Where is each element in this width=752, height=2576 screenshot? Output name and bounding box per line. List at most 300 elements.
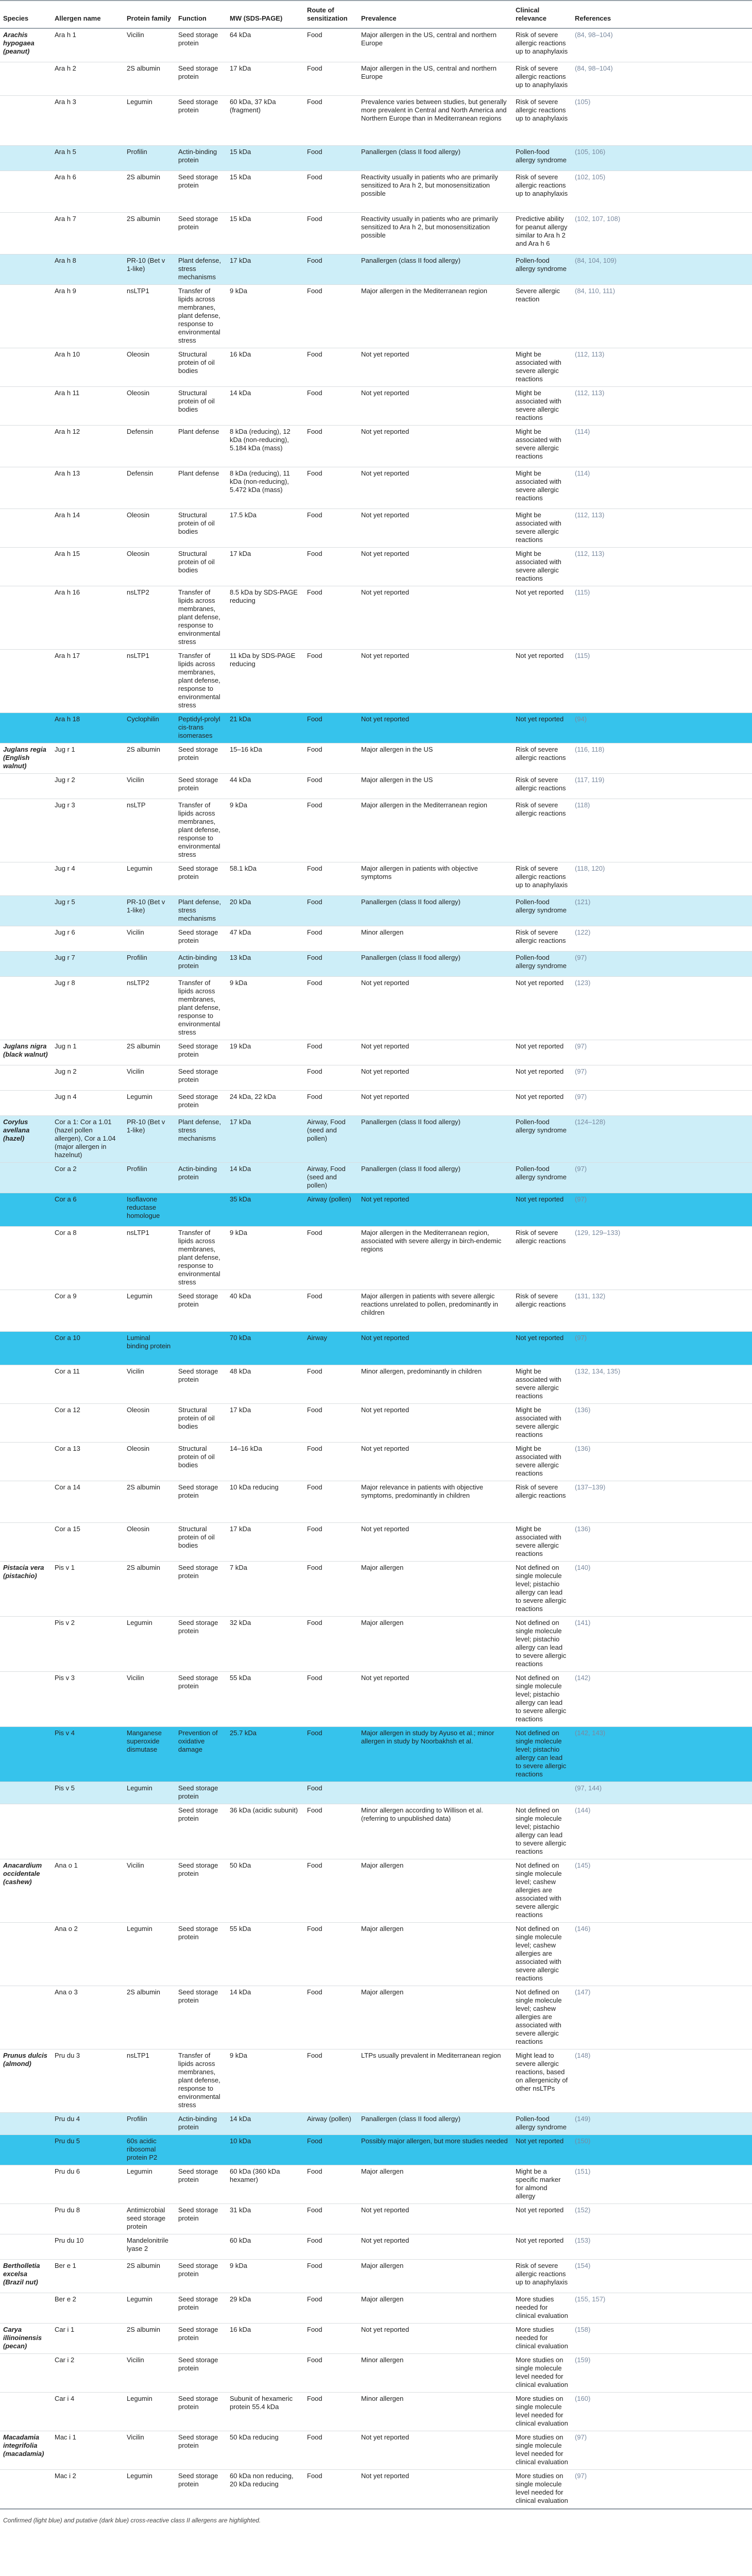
table-row [0, 774, 752, 799]
route-cell: Food [304, 1443, 358, 1481]
function-cell: Seed storage protein [175, 1290, 227, 1332]
references-cell: (144) [572, 1804, 752, 1859]
function-cell [175, 2234, 227, 2260]
allergen-name-cell: Ber e 2 [52, 2293, 124, 2324]
species-cell [0, 774, 52, 799]
clinical-relevance-cell: More studies on single molecule level needed for clinical evaluation [512, 2431, 572, 2470]
route-cell: Food [304, 1727, 358, 1782]
route-cell: Food [304, 1065, 358, 1091]
table-row [0, 255, 752, 285]
species-cell [0, 1290, 52, 1332]
mw-cell: 17 kDa [227, 62, 304, 96]
species-cell: Carya illinoinensis (pecan) [0, 2324, 52, 2354]
route-cell: Food [304, 862, 358, 896]
function-cell: Seed storage protein [175, 2354, 227, 2393]
table-row [0, 348, 752, 387]
protein-family-cell: Profilin [124, 952, 175, 977]
prevalence-cell: Not yet reported [358, 713, 512, 743]
route-cell: Food [304, 1040, 358, 1065]
prevalence-cell: Not yet reported [358, 1523, 512, 1562]
clinical-relevance-cell: Pollen-food allergy syndrome [512, 952, 572, 977]
mw-cell: 60 kDa non reducing, 20 kDa reducing [227, 2470, 304, 2509]
species-cell [0, 1986, 52, 2049]
references-cell: (94) [572, 713, 752, 743]
species-cell [0, 1804, 52, 1859]
clinical-relevance-cell [512, 1782, 572, 1804]
function-cell: Seed storage protein [175, 1617, 227, 1672]
allergen-name-cell: Cor a 14 [52, 1481, 124, 1523]
allergen-name-cell: Ara h 18 [52, 713, 124, 743]
route-cell: Food [304, 926, 358, 952]
references-cell: (136) [572, 1443, 752, 1481]
species-cell [0, 1481, 52, 1523]
allergen-name-cell: Ara h 14 [52, 509, 124, 548]
route-cell: Food [304, 774, 358, 799]
mw-cell: 19 kDa [227, 1040, 304, 1065]
mw-cell: 70 kDa [227, 1332, 304, 1365]
allergen-name-cell: Pru du 4 [52, 2113, 124, 2135]
species-cell [0, 713, 52, 743]
protein-family-cell: Profilin [124, 146, 175, 171]
function-cell: Transfer of lipids across membranes, plant defense, response to environmental stress [175, 977, 227, 1040]
species-cell [0, 1163, 52, 1193]
clinical-relevance-cell: Might be associated with severe allergic reactions [512, 1404, 572, 1443]
route-cell: Food [304, 896, 358, 926]
table-row [0, 2393, 752, 2431]
prevalence-cell: Reactivity usually in patients who are primarily sensitized to Ara h 2, but monosensitization possible [358, 213, 512, 255]
route-cell: Food [304, 1923, 358, 1986]
function-cell: Seed storage protein [175, 1365, 227, 1404]
function-cell: Seed storage protein [175, 1986, 227, 2049]
route-cell: Food [304, 2260, 358, 2293]
mw-cell: 47 kDa [227, 926, 304, 952]
allergen-name-cell: Pis v 2 [52, 1617, 124, 1672]
prevalence-cell: Reactivity usually in patients who are primarily sensitized to Ara h 2, but monosensitization possible [358, 171, 512, 213]
col-header-route: Route of sensitization [304, 1, 358, 28]
col-header-clinical-relevance: Clinical relevance [512, 1, 572, 28]
allergen-name-cell: Ara h 7 [52, 213, 124, 255]
clinical-relevance-cell: Not yet reported [512, 1332, 572, 1365]
allergen-name-cell: Jug r 5 [52, 896, 124, 926]
species-cell [0, 1523, 52, 1562]
allergen-name-cell: Ber e 1 [52, 2260, 124, 2293]
mw-cell: 32 kDa [227, 1617, 304, 1672]
table-row [0, 1404, 752, 1443]
prevalence-cell: Prevalence varies between studies, but generally more prevalent in Central and North America and Northern Europe than in Mediterranean regions [358, 96, 512, 146]
route-cell: Food [304, 586, 358, 650]
clinical-relevance-cell: Not yet reported [512, 650, 572, 713]
references-cell: (146) [572, 1923, 752, 1986]
prevalence-cell: Major allergen [358, 2293, 512, 2324]
allergen-name-cell: Pis v 5 [52, 1782, 124, 1804]
mw-cell: 9 kDa [227, 977, 304, 1040]
protein-family-cell: Defensin [124, 467, 175, 509]
protein-family-cell: nsLTP1 [124, 285, 175, 348]
mw-cell: 9 kDa [227, 2049, 304, 2113]
prevalence-cell: Not yet reported [358, 1065, 512, 1091]
prevalence-cell: Not yet reported [358, 1193, 512, 1227]
species-cell [0, 426, 52, 467]
allergen-name-cell: Ara h 8 [52, 255, 124, 285]
mw-cell: 8.5 kDa by SDS-PAGE reducing [227, 586, 304, 650]
table-row [0, 146, 752, 171]
clinical-relevance-cell: Risk of severe allergic reactions [512, 1227, 572, 1290]
protein-family-cell: Legumin [124, 2165, 175, 2204]
clinical-relevance-cell: Risk of severe allergic reactions up to anaphylaxis [512, 96, 572, 146]
clinical-relevance-cell: Pollen-food allergy syndrome [512, 1116, 572, 1163]
table-row [0, 1091, 752, 1116]
route-cell: Food [304, 2393, 358, 2431]
species-cell [0, 2470, 52, 2509]
references-cell: (112, 113) [572, 348, 752, 387]
mw-cell: 14 kDa [227, 387, 304, 426]
function-cell: Seed storage protein [175, 2431, 227, 2470]
route-cell: Food [304, 285, 358, 348]
table-row [0, 1782, 752, 1804]
species-cell [0, 467, 52, 509]
route-cell: Food [304, 1562, 358, 1617]
clinical-relevance-cell: Might be associated with severe allergic reactions [512, 467, 572, 509]
table-row [0, 1672, 752, 1727]
references-cell: (115) [572, 650, 752, 713]
protein-family-cell: 2S albumin [124, 2324, 175, 2354]
table-row [0, 96, 752, 146]
clinical-relevance-cell: Might be associated with severe allergic reactions [512, 509, 572, 548]
route-cell: Food [304, 1782, 358, 1804]
species-cell [0, 650, 52, 713]
mw-cell: 14 kDa [227, 2113, 304, 2135]
protein-family-cell: Oleosin [124, 1404, 175, 1443]
species-cell [0, 1404, 52, 1443]
function-cell: Seed storage protein [175, 2165, 227, 2204]
species-cell [0, 348, 52, 387]
references-cell: (102, 105) [572, 171, 752, 213]
clinical-relevance-cell: Not defined on single molecule level; pistachio allergy can lead to severe allergic reactions [512, 1804, 572, 1859]
mw-cell: 60 kDa [227, 2234, 304, 2260]
protein-family-cell: 2S albumin [124, 1040, 175, 1065]
clinical-relevance-cell: Pollen-food allergy syndrome [512, 2113, 572, 2135]
header-row [0, 1, 752, 28]
protein-family-cell: Oleosin [124, 1443, 175, 1481]
prevalence-cell: Not yet reported [358, 586, 512, 650]
table-row [0, 2324, 752, 2354]
species-cell [0, 62, 52, 96]
table-row [0, 2431, 752, 2470]
clinical-relevance-cell: Not yet reported [512, 586, 572, 650]
allergen-name-cell: Cor a 8 [52, 1227, 124, 1290]
route-cell: Food [304, 1290, 358, 1332]
function-cell: Seed storage protein [175, 1481, 227, 1523]
prevalence-cell: Major allergen [358, 1617, 512, 1672]
route-cell: Food [304, 146, 358, 171]
mw-cell: 9 kDa [227, 285, 304, 348]
protein-family-cell: 2S albumin [124, 1481, 175, 1523]
function-cell: Peptidyl-prolyl cis-trans isomerases [175, 713, 227, 743]
species-cell [0, 213, 52, 255]
route-cell: Food [304, 2135, 358, 2165]
protein-family-cell: Vicilin [124, 926, 175, 952]
route-cell: Food [304, 387, 358, 426]
clinical-relevance-cell: Not defined on single molecule level; pistachio allergy can lead to severe allergic reactions [512, 1617, 572, 1672]
references-cell: (84, 104, 109) [572, 255, 752, 285]
protein-family-cell: 2S albumin [124, 2260, 175, 2293]
function-cell: Seed storage protein [175, 862, 227, 896]
protein-family-cell: Legumin [124, 2393, 175, 2431]
function-cell: Seed storage protein [175, 2324, 227, 2354]
route-cell: Food [304, 1523, 358, 1562]
references-cell: (136) [572, 1404, 752, 1443]
mw-cell: 44 kDa [227, 774, 304, 799]
table-row [0, 1193, 752, 1227]
protein-family-cell: Legumin [124, 1923, 175, 1986]
species-cell [0, 586, 52, 650]
allergen-name-cell: Cor a 13 [52, 1443, 124, 1481]
clinical-relevance-cell: Predictive ability for peanut allergy similar to Ara h 2 and Ara h 6 [512, 213, 572, 255]
function-cell: Actin-binding protein [175, 2113, 227, 2135]
route-cell: Food [304, 255, 358, 285]
function-cell: Prevention of oxidative damage [175, 1727, 227, 1782]
function-cell: Transfer of lipids across membranes, plant defense, response to environmental stress [175, 650, 227, 713]
route-cell: Airway, Food (seed and pollen) [304, 1116, 358, 1163]
mw-cell: 55 kDa [227, 1923, 304, 1986]
table-row [0, 62, 752, 96]
table-row [0, 2135, 752, 2165]
mw-cell [227, 1065, 304, 1091]
allergen-name-cell [52, 1804, 124, 1859]
clinical-relevance-cell: Not defined on single molecule level; cashew allergies are associated with severe allergic reactions [512, 1923, 572, 1986]
table-row [0, 926, 752, 952]
species-cell [0, 1727, 52, 1782]
references-cell: (116, 118) [572, 743, 752, 774]
route-cell: Food [304, 348, 358, 387]
prevalence-cell: Not yet reported [358, 2470, 512, 2509]
clinical-relevance-cell: Risk of severe allergic reactions [512, 774, 572, 799]
allergen-name-cell: Mac i 2 [52, 2470, 124, 2509]
prevalence-cell: Not yet reported [358, 1040, 512, 1065]
species-cell [0, 1672, 52, 1727]
protein-family-cell: Manganese superoxide dismutase [124, 1727, 175, 1782]
mw-cell: 40 kDa [227, 1290, 304, 1332]
clinical-relevance-cell: Might be associated with severe allergic reactions [512, 387, 572, 426]
prevalence-cell: Not yet reported [358, 1332, 512, 1365]
species-cell [0, 96, 52, 146]
mw-cell: 24 kDa, 22 kDa [227, 1091, 304, 1116]
function-cell: Structural protein of oil bodies [175, 387, 227, 426]
table-row [0, 1290, 752, 1332]
clinical-relevance-cell: Not defined on single molecule level; pistachio allergy can lead to severe allergic reactions [512, 1562, 572, 1617]
function-cell [175, 2135, 227, 2165]
prevalence-cell: Minor allergen [358, 2354, 512, 2393]
allergen-name-cell: Ara h 13 [52, 467, 124, 509]
mw-cell: 16 kDa [227, 2324, 304, 2354]
prevalence-cell: Not yet reported [358, 426, 512, 467]
function-cell: Seed storage protein [175, 2293, 227, 2324]
function-cell: Structural protein of oil bodies [175, 509, 227, 548]
function-cell: Seed storage protein [175, 171, 227, 213]
protein-family-cell: Vicilin [124, 1672, 175, 1727]
clinical-relevance-cell: Risk of severe allergic reactions up to anaphylaxis [512, 171, 572, 213]
references-cell: (84, 110, 111) [572, 285, 752, 348]
route-cell: Food [304, 1986, 358, 2049]
clinical-relevance-cell: Risk of severe allergic reactions up to anaphylaxis [512, 62, 572, 96]
allergen-name-cell: Cor a 1: Cor a 1.01 (hazel pollen allergen), Cor a 1.04 (major allergen in hazelnut) [52, 1116, 124, 1163]
route-cell: Food [304, 2234, 358, 2260]
table-row [0, 2293, 752, 2324]
protein-family-cell: Vicilin [124, 1859, 175, 1923]
species-cell [0, 2113, 52, 2135]
mw-cell: 7 kDa [227, 1562, 304, 1617]
route-cell: Food [304, 2165, 358, 2204]
clinical-relevance-cell: Might be associated with severe allergic reactions [512, 426, 572, 467]
clinical-relevance-cell: Might be associated with severe allergic reactions [512, 1443, 572, 1481]
species-cell [0, 387, 52, 426]
prevalence-cell: Panallergen (class II food allergy) [358, 255, 512, 285]
mw-cell: 64 kDa [227, 28, 304, 62]
function-cell: Seed storage protein [175, 1562, 227, 1617]
protein-family-cell: Oleosin [124, 509, 175, 548]
mw-cell: 58.1 kDa [227, 862, 304, 896]
table-row [0, 650, 752, 713]
allergen-name-cell: Ara h 12 [52, 426, 124, 467]
references-cell: (147) [572, 1986, 752, 2049]
route-cell: Food [304, 1404, 358, 1443]
prevalence-cell: Not yet reported [358, 977, 512, 1040]
mw-cell [227, 2354, 304, 2393]
table-row [0, 743, 752, 774]
mw-cell: 48 kDa [227, 1365, 304, 1404]
mw-cell: 13 kDa [227, 952, 304, 977]
protein-family-cell [124, 1804, 175, 1859]
prevalence-cell: Major allergen [358, 1923, 512, 1986]
references-cell: (84, 98–104) [572, 62, 752, 96]
route-cell: Food [304, 2293, 358, 2324]
allergen-name-cell: Cor a 6 [52, 1193, 124, 1227]
allergen-name-cell: Pru du 6 [52, 2165, 124, 2204]
species-cell [0, 2165, 52, 2204]
table-row [0, 387, 752, 426]
species-cell [0, 977, 52, 1040]
function-cell: Seed storage protein [175, 1782, 227, 1804]
references-cell: (97) [572, 952, 752, 977]
allergen-name-cell: Ara h 16 [52, 586, 124, 650]
references-cell: (97, 144) [572, 1782, 752, 1804]
clinical-relevance-cell: Not yet reported [512, 2204, 572, 2234]
references-cell: (136) [572, 1523, 752, 1562]
references-cell: (105, 106) [572, 146, 752, 171]
clinical-relevance-cell: Risk of severe allergic reactions [512, 743, 572, 774]
table-row [0, 1562, 752, 1617]
protein-family-cell: 2S albumin [124, 171, 175, 213]
route-cell: Food [304, 1481, 358, 1523]
mw-cell: 50 kDa [227, 1859, 304, 1923]
mw-cell: 20 kDa [227, 896, 304, 926]
protein-family-cell: Vicilin [124, 1065, 175, 1091]
references-cell: (97) [572, 1163, 752, 1193]
function-cell: Structural protein of oil bodies [175, 348, 227, 387]
protein-family-cell: 2S albumin [124, 743, 175, 774]
allergen-name-cell: Ara h 15 [52, 548, 124, 586]
table-row [0, 1040, 752, 1065]
references-cell: (115) [572, 586, 752, 650]
mw-cell: 15 kDa [227, 171, 304, 213]
table-row [0, 2354, 752, 2393]
prevalence-cell: Not yet reported [358, 348, 512, 387]
allergen-name-cell: Car i 4 [52, 2393, 124, 2431]
table-row [0, 1804, 752, 1859]
protein-family-cell: nsLTP1 [124, 650, 175, 713]
clinical-relevance-cell: Not defined on single molecule level; pistachio allergy can lead to severe allergic reactions [512, 1727, 572, 1782]
allergen-name-cell: Cor a 2 [52, 1163, 124, 1193]
mw-cell: 50 kDa reducing [227, 2431, 304, 2470]
clinical-relevance-cell: Might be a specific marker for almond allergy [512, 2165, 572, 2204]
prevalence-cell: Not yet reported [358, 467, 512, 509]
clinical-relevance-cell: Not yet reported [512, 713, 572, 743]
references-cell: (102, 107, 108) [572, 213, 752, 255]
references-cell: (121) [572, 896, 752, 926]
references-cell: (141) [572, 1617, 752, 1672]
prevalence-cell: Major allergen in the US, central and northern Europe [358, 28, 512, 62]
references-cell: (129, 129–133) [572, 1227, 752, 1290]
references-cell: (84, 98–104) [572, 28, 752, 62]
function-cell: Plant defense, stress mechanisms [175, 255, 227, 285]
function-cell: Transfer of lipids across membranes, plant defense, response to environmental stress [175, 586, 227, 650]
mw-cell [227, 1782, 304, 1804]
species-cell: Macadamia integrifolia (macadamia) [0, 2431, 52, 2470]
allergen-name-cell: Jug n 2 [52, 1065, 124, 1091]
clinical-relevance-cell: Risk of severe allergic reactions up to anaphylaxis [512, 2260, 572, 2293]
species-cell [0, 1617, 52, 1672]
table-footnote: Confirmed (light blue) and putative (dark blue) cross-reactive class II allergens are highlighted. [0, 2509, 752, 2529]
species-cell [0, 1923, 52, 1986]
function-cell: Structural protein of oil bodies [175, 1523, 227, 1562]
function-cell: Seed storage protein [175, 743, 227, 774]
function-cell: Seed storage protein [175, 1065, 227, 1091]
col-header-prevalence: Prevalence [358, 1, 512, 28]
protein-family-cell: Legumin [124, 1290, 175, 1332]
allergen-name-cell: Pru du 3 [52, 2049, 124, 2113]
function-cell [175, 1193, 227, 1227]
protein-family-cell: PR-10 (Bet v 1-like) [124, 255, 175, 285]
species-cell [0, 1332, 52, 1365]
prevalence-cell: LTPs usually prevalent in Mediterranean region [358, 2049, 512, 2113]
allergen-name-cell: Jug r 6 [52, 926, 124, 952]
mw-cell: 31 kDa [227, 2204, 304, 2234]
table-row [0, 1116, 752, 1163]
protein-family-cell: Legumin [124, 96, 175, 146]
references-cell: (123) [572, 977, 752, 1040]
function-cell: Seed storage protein [175, 2204, 227, 2234]
clinical-relevance-cell: Risk of severe allergic reactions [512, 1481, 572, 1523]
mw-cell: 21 kDa [227, 713, 304, 743]
references-cell: (97) [572, 1091, 752, 1116]
route-cell: Food [304, 952, 358, 977]
table-row [0, 285, 752, 348]
route-cell: Food [304, 62, 358, 96]
allergen-name-cell: Ara h 9 [52, 285, 124, 348]
prevalence-cell: Not yet reported [358, 2431, 512, 2470]
function-cell: Transfer of lipids across membranes, plant defense, response to environmental stress [175, 1227, 227, 1290]
clinical-relevance-cell: Might lead to severe allergic reactions, based on allergenicity of other nsLTPs [512, 2049, 572, 2113]
references-cell: (97) [572, 2470, 752, 2509]
prevalence-cell: Major relevance in patients with objective symptoms, predominantly in children [358, 1481, 512, 1523]
protein-family-cell: nsLTP1 [124, 1227, 175, 1290]
mw-cell: 9 kDa [227, 799, 304, 862]
mw-cell: 17 kDa [227, 548, 304, 586]
references-cell: (131, 132) [572, 1290, 752, 1332]
allergen-name-cell: Ara h 6 [52, 171, 124, 213]
species-cell [0, 146, 52, 171]
mw-cell: 15–16 kDa [227, 743, 304, 774]
